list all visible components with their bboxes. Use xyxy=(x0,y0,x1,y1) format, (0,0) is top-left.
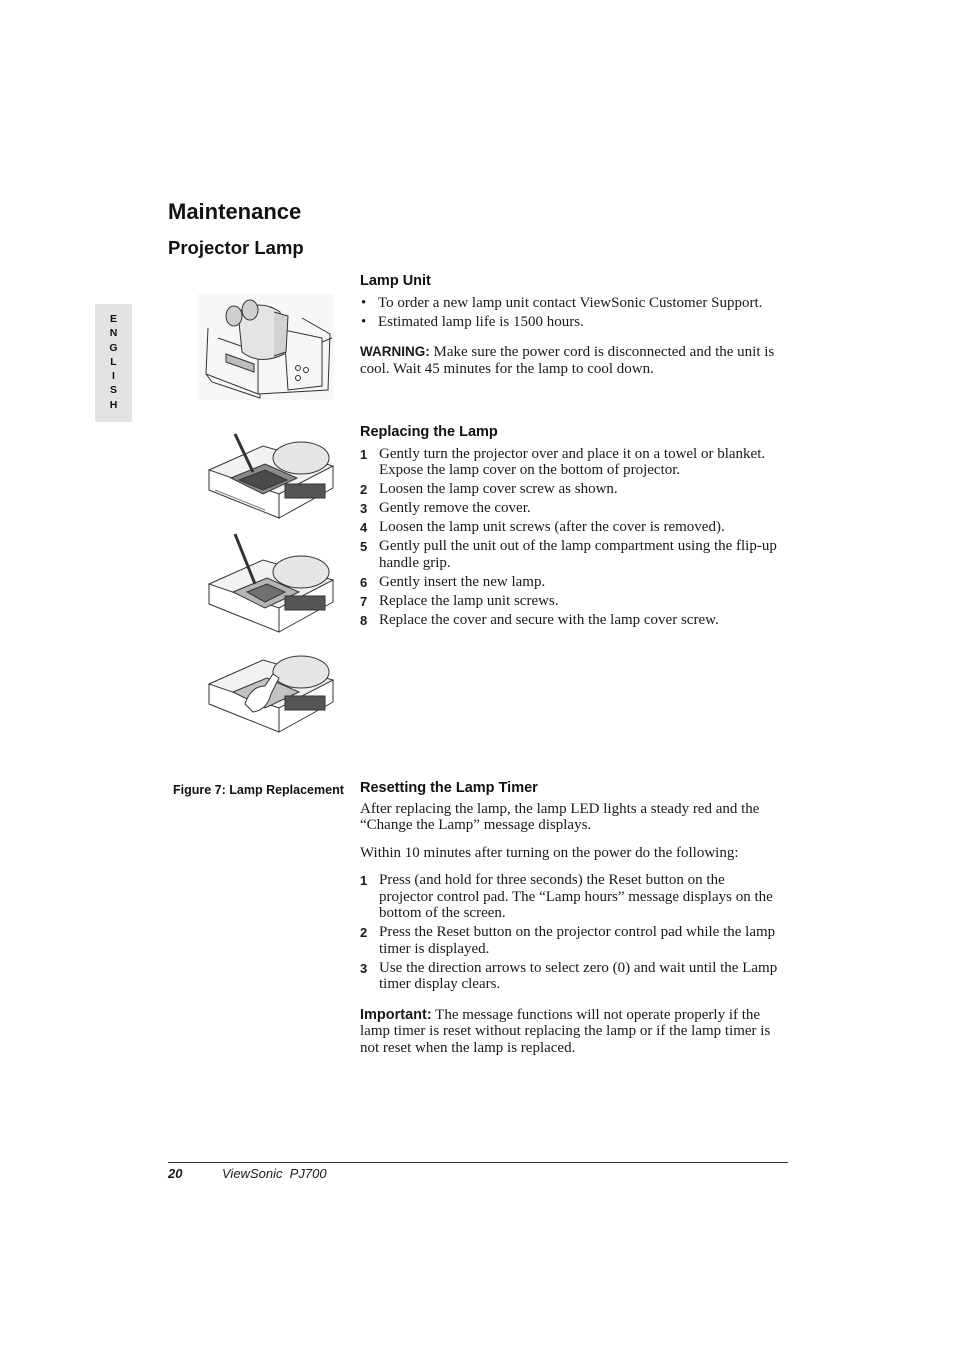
page-number: 20 xyxy=(168,1166,183,1181)
lamp-unit-heading: Lamp Unit xyxy=(360,273,431,289)
warning-label: WARNING: xyxy=(360,344,430,359)
tab-letter: L xyxy=(110,355,117,368)
list-item xyxy=(360,574,780,591)
replacing-lamp-section xyxy=(360,424,780,631)
reset-para-1: After replacing the lamp, the lamp LED lights a steady red and the “Change the Lamp” message displays. xyxy=(360,800,760,833)
step-number: 5 xyxy=(360,539,368,554)
important-label: Important: xyxy=(360,1006,432,1023)
section-title: Projector Lamp xyxy=(168,237,304,258)
list-item xyxy=(360,593,780,610)
list-item xyxy=(360,519,780,536)
tab-letter: N xyxy=(109,327,118,340)
list-item xyxy=(360,481,780,498)
step-number: 8 xyxy=(360,612,368,628)
list-item xyxy=(360,924,780,957)
important-paragraph xyxy=(360,1007,780,1057)
step-text: Replace the cover and secure with the lamp cover screw. xyxy=(379,611,719,628)
step-number: 1 xyxy=(360,873,368,888)
replacing-heading: Replacing the Lamp xyxy=(360,424,498,440)
lamp-unit-section xyxy=(360,273,780,377)
warning-text: Make sure the power cord is disconnected and the unit is cool. Wait 45 minutes for the lamp to cool down. xyxy=(360,344,775,377)
language-tab xyxy=(95,304,132,422)
step-number: 1 xyxy=(360,446,368,462)
list-item: • Estimated lamp life is 1500 hours. xyxy=(360,314,780,331)
reset-timer-section xyxy=(360,780,780,1056)
remove-cover-illustration xyxy=(205,428,337,528)
step-text: Gently turn the projector over and place it on a towel or blanket. Expose the lamp cover on the bottom of projector. xyxy=(379,445,766,478)
step-text: Gently remove the cover. xyxy=(379,500,531,516)
tab-letter: S xyxy=(109,384,117,397)
step-number: 2 xyxy=(360,925,368,940)
tab-letter: E xyxy=(109,313,117,325)
replacing-steps xyxy=(360,446,780,629)
list-item xyxy=(360,538,780,571)
pull-lamp-illustration xyxy=(205,646,337,752)
important-text: The message functions will not operate properly if the lamp timer is reset without replacing the lamp or if the lamp timer is not reset when the lamp is replaced. xyxy=(360,1006,771,1056)
step-number: 6 xyxy=(360,574,368,590)
step-text: Use the direction arrows to select zero (0) and wait until the Lamp timer display clears. xyxy=(379,959,778,992)
step-text: Press the Reset button on the projector control pad while the lamp timer is displayed. xyxy=(379,924,776,957)
step-number: 3 xyxy=(360,960,368,976)
step-text: Loosen the lamp cover screw as shown. xyxy=(379,481,618,497)
lamp-unit-bullets xyxy=(360,295,780,331)
warning-paragraph xyxy=(360,344,780,377)
step-number: 3 xyxy=(360,501,368,516)
reset-steps xyxy=(360,872,780,993)
list-item xyxy=(360,960,780,993)
figure-caption: Figure 7: Lamp Replacement xyxy=(173,783,344,797)
tab-letter: G xyxy=(109,341,118,354)
step-text: Press (and hold for three seconds) the Reset button on the projector control pad. The “Lamp hours” message displays on the bottom of the screen. xyxy=(379,872,773,921)
step-text: Loosen the lamp unit screws (after the cover is removed). xyxy=(379,519,725,535)
footer-divider xyxy=(168,1162,788,1163)
page-title: Maintenance xyxy=(168,199,302,224)
step-number: 7 xyxy=(360,593,368,609)
step-number: 4 xyxy=(360,520,368,535)
step-text: Gently insert the new lamp. xyxy=(379,573,546,590)
list-item xyxy=(360,872,780,922)
list-item xyxy=(360,500,780,517)
step-text: Gently pull the unit out of the lamp compartment using the flip-up handle grip. xyxy=(379,538,777,571)
loosen-screws-illustration xyxy=(205,530,337,642)
lamp-unit-illustration xyxy=(198,294,334,400)
tab-letter: H xyxy=(109,398,118,411)
product-name: ViewSonic PJ700 xyxy=(222,1166,327,1181)
step-text: Replace the lamp unit screws. xyxy=(379,592,559,609)
tab-letter: I xyxy=(112,370,115,383)
list-item xyxy=(360,612,780,629)
list-item: • To order a new lamp unit contact ViewSonic Customer Support. xyxy=(360,295,780,312)
reset-timer-heading: Resetting the Lamp Timer xyxy=(360,780,538,796)
step-number: 2 xyxy=(360,482,368,497)
reset-para-2: Within 10 minutes after turning on the power do the following: xyxy=(360,844,739,861)
list-item xyxy=(360,446,780,479)
